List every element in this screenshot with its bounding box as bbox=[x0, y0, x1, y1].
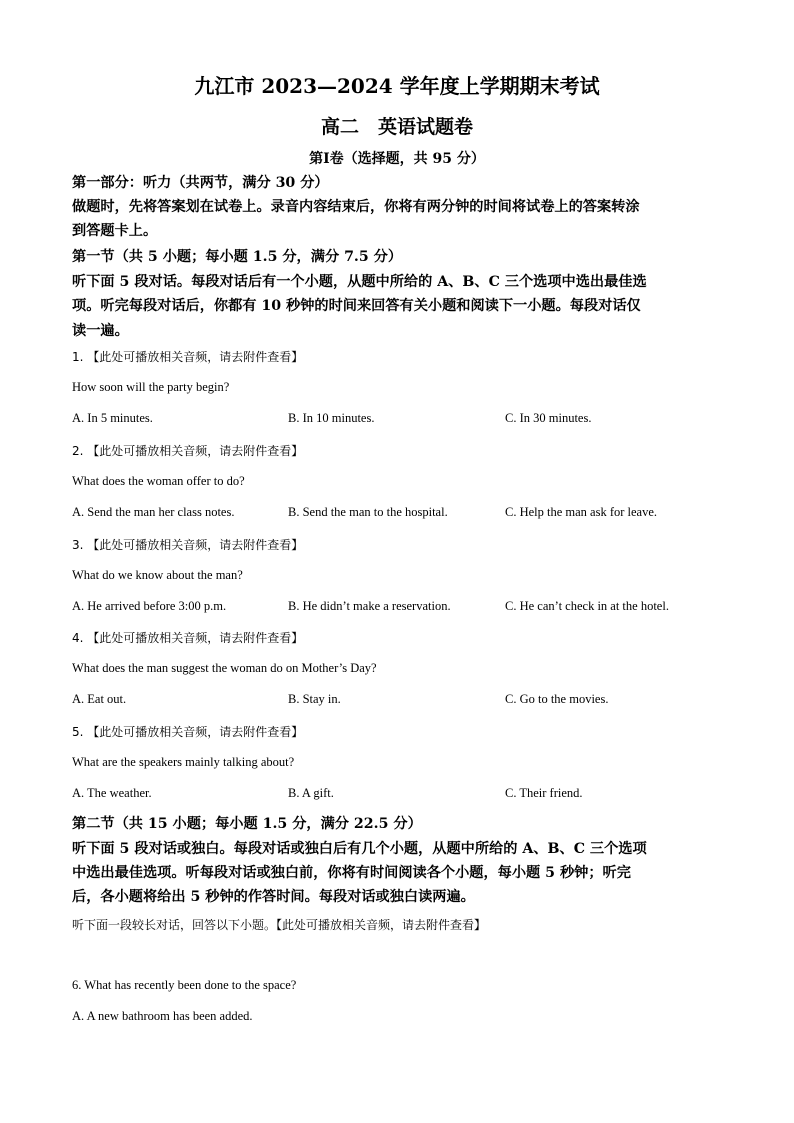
section2-intro-line: 后，各小题将给出 5 秒钟的作答时间。每段对话或独白读两遍。 bbox=[72, 889, 475, 905]
option-a: A. Send the man her class notes. bbox=[72, 505, 235, 519]
question-stem: 6. What has recently been done to the space? bbox=[72, 978, 297, 992]
option-c: C. Go to the movies. bbox=[505, 692, 609, 706]
question-stem: What are the speakers mainly talking about? bbox=[72, 755, 295, 769]
exam-title: 九江市 2023—2024 学年度上学期期末考试 bbox=[194, 74, 600, 98]
question-stem: What does the man suggest the woman do on Mother’s Day? bbox=[72, 661, 377, 675]
part1-heading: 第一部分：听力（共两节，满分 30 分） bbox=[72, 175, 329, 191]
section2-intro-line: 听下面 5 段对话或独白。每段对话或独白后有几个小题，从题中所给的 A、B、C 三个选项 bbox=[72, 841, 647, 857]
option-b: B. A gift. bbox=[288, 786, 334, 800]
option-b: B. He didn’t make a reservation. bbox=[288, 599, 451, 613]
volume-heading: 第Ⅰ卷（选择题，共 95 分） bbox=[309, 151, 485, 167]
option-a: A. The weather. bbox=[72, 786, 152, 800]
audio-placeholder[interactable]: 2. 【此处可播放相关音频，请去附件查看】 bbox=[72, 444, 304, 458]
option-b: B. In 10 minutes. bbox=[288, 411, 375, 425]
option-a: A. Eat out. bbox=[72, 692, 127, 706]
question-stem: What do we know about the man? bbox=[72, 568, 243, 582]
audio-placeholder[interactable]: 4. 【此处可播放相关音频，请去附件查看】 bbox=[72, 631, 304, 645]
section2-intro-line: 中选出最佳选项。听每段对话或独白前，你将有时间阅读各个小题，每小题 5 秒钟；听完 bbox=[72, 865, 631, 881]
part1-intro-line: 做题时，先将答案划在试卷上。录音内容结束后，你将有两分钟的时间将试卷上的答案转涂 bbox=[72, 199, 640, 215]
option-b: B. Stay in. bbox=[288, 692, 341, 706]
exam-subtitle: 高二 英语试题卷 bbox=[320, 116, 473, 138]
option-c: C. In 30 minutes. bbox=[505, 411, 592, 425]
option-a: A. A new bathroom has been added. bbox=[72, 1009, 253, 1023]
part1-intro-line: 到答题卡上。 bbox=[72, 223, 158, 239]
audio-placeholder[interactable]: 5. 【此处可播放相关音频，请去附件查看】 bbox=[72, 725, 304, 739]
option-b: B. Send the man to the hospital. bbox=[288, 505, 448, 519]
option-c: C. Their friend. bbox=[505, 786, 583, 800]
section1-intro-line: 读一遍。 bbox=[72, 323, 129, 339]
option-c: C. He can’t check in at the hotel. bbox=[505, 599, 669, 613]
section1-intro-line: 项。听完每段对话后，你都有 10 秒钟的时间来回答有关小题和阅读下一小题。每段对话仅 bbox=[72, 298, 641, 314]
question-stem: What does the woman offer to do? bbox=[72, 474, 245, 488]
section1-intro-line: 听下面 5 段对话。每段对话后有一个小题，从题中所给的 A、B、C 三个选项中选出最佳选 bbox=[72, 274, 647, 290]
option-a: A. He arrived before 3:00 p.m. bbox=[72, 599, 227, 613]
option-c: C. Help the man ask for leave. bbox=[505, 505, 658, 519]
option-a: A. In 5 minutes. bbox=[72, 411, 153, 425]
section2-heading: 第二节（共 15 小题；每小题 1.5 分，满分 22.5 分） bbox=[72, 816, 422, 832]
section1-heading: 第一节（共 5 小题；每小题 1.5 分，满分 7.5 分） bbox=[72, 249, 403, 265]
audio-placeholder[interactable]: 1. 【此处可播放相关音频，请去附件查看】 bbox=[72, 350, 304, 364]
question-stem: How soon will the party begin? bbox=[72, 380, 230, 394]
audio-placeholder[interactable]: 听下面一段较长对话，回答以下小题。【此处可播放相关音频，请去附件查看】 bbox=[72, 918, 487, 932]
audio-placeholder[interactable]: 3. 【此处可播放相关音频，请去附件查看】 bbox=[72, 538, 304, 552]
